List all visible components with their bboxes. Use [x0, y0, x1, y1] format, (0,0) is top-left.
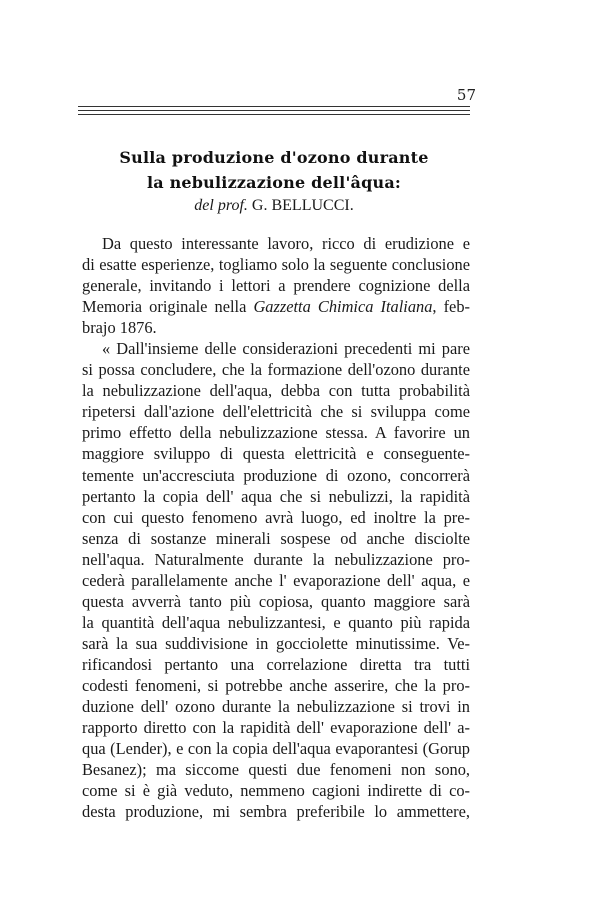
body-line: generale, invitando i lettori a prendere cognizione della	[82, 276, 470, 296]
body-line: desta produzione, mi sembra preferibile lo ammettere,	[82, 802, 470, 822]
body-line: questa avverrà tanto più copiosa, quanto maggiore sarà	[82, 591, 470, 611]
article-title-line-1: Sulla produzione d'ozono durante	[119, 148, 429, 167]
body-line: maggiore sviluppo di questa elettricità e conseguente-	[82, 444, 470, 464]
body-line: brajo 1876.	[82, 318, 157, 338]
article-body	[82, 233, 470, 822]
body-line: la nebulizzazione dell'aqua, debba con tutta probabilità	[82, 381, 470, 401]
header-rule-bottom	[78, 114, 470, 115]
body-line: nell'aqua. Naturalmente durante la nebulizzazione pro-	[82, 549, 470, 569]
body-line: cederà parallelamente anche l' evaporazione dell' aqua, e	[82, 570, 470, 590]
body-line: sarà la sua suddivisione in gocciolette minutissime. Ve-	[82, 633, 470, 653]
header-rule-middle	[78, 110, 470, 111]
header-rule-top	[78, 106, 470, 107]
article-title-line-2: la nebulizzazione dell'âqua:	[146, 173, 402, 192]
body-line: « Dall'insieme delle considerazioni precedenti mi pare	[102, 339, 470, 359]
body-line: senza di sostanze minerali sospese od anche disciolte	[82, 528, 470, 548]
body-line: rapporto diretto con la rapidità dell' evaporazione dell' a-	[82, 718, 470, 738]
body-line: Besanez); ma siccome questi due fenomeni non sono,	[82, 760, 470, 780]
body-line: la quantità dell'aqua nebulizzantesi, e quanto più rapida	[82, 612, 470, 632]
body-line: Memoria originale nella Gazzetta Chimica Italiana, feb-	[82, 297, 470, 317]
body-line: primo effetto della nebulizzazione stessa. A favorire un	[82, 423, 470, 443]
body-line: codesti fenomeni, si potrebbe anche asserire, che la pro-	[82, 675, 470, 695]
body-line: con cui questo fenomeno avrà luogo, ed inoltre la pre-	[82, 507, 470, 527]
body-line: di esatte esperienze, togliamo solo la seguente conclusione	[82, 255, 470, 275]
body-line: temente un'accresciuta produzione di ozono, concorrerà	[82, 465, 470, 485]
journal-title: Gazzetta Chimica Italiana	[253, 297, 433, 317]
body-line: si possa concludere, che la formazione dell'ozono durante	[82, 360, 470, 380]
byline-prefix: del prof.	[194, 197, 248, 214]
body-line: duzione dell' ozono durante la nebulizzazione si trovi in	[82, 697, 470, 717]
body-line: Da questo interessante lavoro, ricco di erudizione e	[102, 234, 470, 253]
page-number: 57	[456, 86, 476, 104]
body-line: come si è già veduto, nemmeno cagioni indirette di co-	[82, 781, 470, 801]
article-byline	[78, 197, 470, 215]
body-line: ripetersi dall'azione dell'elettricità che si sviluppa come	[82, 402, 470, 422]
body-line: rificandosi pertanto una correlazione diretta tra tutti	[82, 654, 470, 674]
body-line: pertanto la copia dell' aqua che si nebulizzi, la rapidità	[82, 486, 470, 506]
byline-author: G. BELLUCCI.	[251, 197, 354, 214]
body-line: qua (Lender), e con la copia dell'aqua evaporantesi (Gorup	[82, 739, 470, 759]
